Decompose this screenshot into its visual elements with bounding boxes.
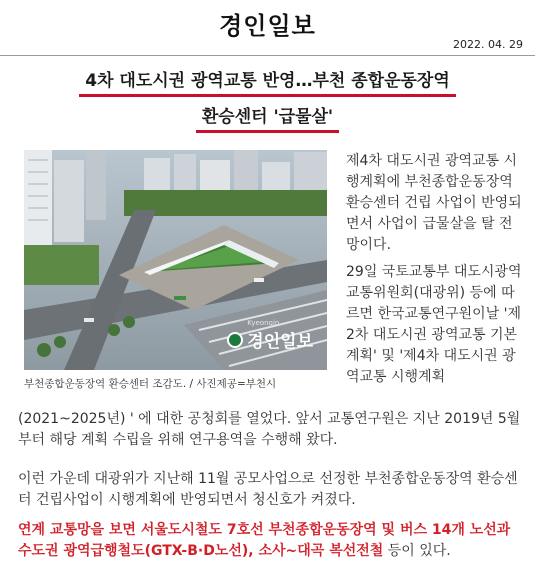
watermark-small-text: Kyeongin bbox=[247, 319, 280, 327]
article-photo bbox=[24, 150, 327, 370]
newspaper-logo-icon bbox=[227, 332, 243, 348]
watermark-text: 경인일보 bbox=[247, 332, 313, 352]
photo-caption: 부천종합운동장역 환승센터 조감도. / 사진제공=부천시 bbox=[24, 378, 277, 390]
photo-watermark bbox=[227, 319, 313, 352]
headline-line-2-text: 환승센터 '급물살' bbox=[196, 102, 339, 133]
article-paragraph-1: 제4차 대도시권 광역교통 시행계획에 부천종합운동장역 환승센터 건립 사업이 반영되면서 사업이 급물살을 탈 전망이다. bbox=[346, 153, 522, 253]
headline-line-2 bbox=[0, 102, 535, 133]
article-paragraph-3: (2021~2025년) ' 에 대한 공청회를 열었다. 앞서 교통연구원은 지난 2019년 5월부터 해당 계획 수립을 위해 연구용역을 수행해 왔다. bbox=[18, 411, 521, 448]
headline-line-1-text: 4차 대도시권 광역교통 반영…부천 종합운동장역 bbox=[79, 66, 456, 97]
article-paragraph-4: 이런 가운데 대광위가 지난해 11월 공모사업으로 선정한 부천종합운동장역 환승센터 건립사업이 시행계획에 반영되면서 청신호가 켜졌다. bbox=[18, 471, 518, 508]
paragraph-5-tail: 등이 있다. bbox=[383, 543, 451, 559]
header-divider bbox=[0, 55, 535, 56]
article-paragraph-5 bbox=[18, 520, 523, 562]
publish-date: 2022. 04. 29 bbox=[453, 38, 523, 51]
headline-line-1 bbox=[0, 66, 535, 97]
article-paragraph-2: 29일 국토교통부 대도시광역교통위원회(대광위) 등에 따르면 한국교통연구원이날 '제2차 대도시권 광역교통 기본계획' 및 '제4차 대도시권 광역교통 시행계획 bbox=[346, 264, 522, 385]
newspaper-masthead: 경인일보 bbox=[219, 11, 316, 40]
highlighted-transit-text: 연계 교통망을 보면 서울도시철도 7호선 부천종합운동장역 및 버스 14개 노선과 수도권 광역급행철도(GTX-B·D노선), 소사~대곡 복선전철 bbox=[18, 522, 511, 559]
